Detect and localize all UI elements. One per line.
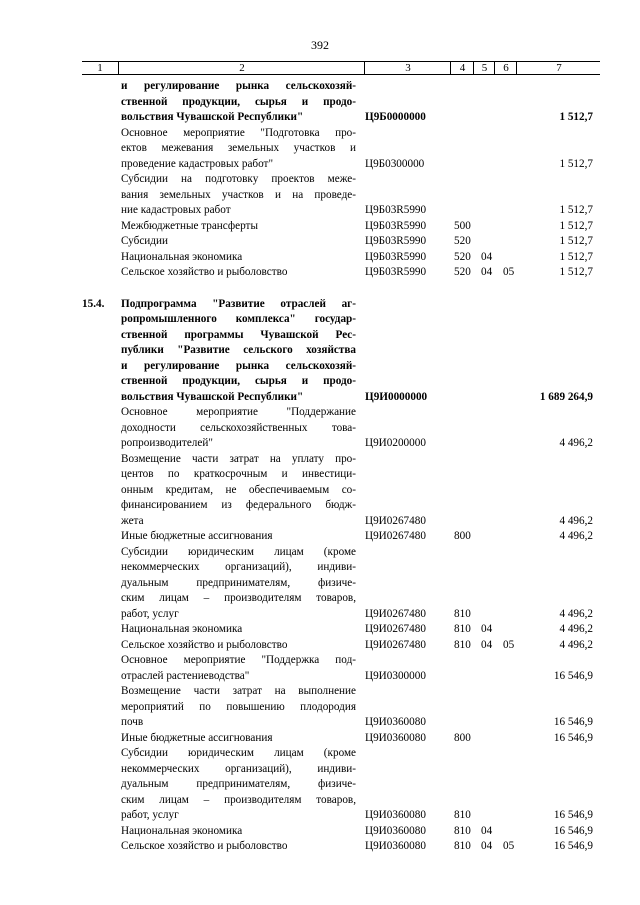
row-code: Ц9Б0000000 — [365, 111, 426, 123]
row-name — [121, 545, 356, 623]
table-row — [0, 297, 640, 406]
row-amount: 4 496,2 — [559, 607, 593, 620]
row-code: Ц9И0200000 — [365, 437, 426, 449]
row-name-line: Возмещение части затрат на уплату про- — [121, 452, 356, 465]
row-name — [121, 405, 356, 452]
row-amount: 4 496,2 — [559, 514, 593, 527]
row-amount: 1 512,7 — [559, 266, 593, 278]
row-name-line: вольствия Чувашской Республики" — [121, 390, 304, 403]
row-col4: 800 — [454, 530, 471, 542]
row-name — [121, 684, 356, 731]
row-name-line: ским лицам – производителям товаров, — [121, 592, 356, 604]
row-name-line: Сельское хозяйство и рыболовство — [121, 266, 288, 278]
row-name-line: доходности сельскохозяйственных това- — [121, 421, 356, 434]
row-name — [121, 452, 356, 530]
table-row — [0, 405, 640, 452]
row-amount: 4 496,2 — [559, 530, 593, 542]
row-name-line: Межбюджетные трансферты — [121, 219, 258, 232]
row-amount: 16 546,9 — [553, 731, 593, 744]
row-amount: 16 546,9 — [553, 809, 593, 821]
row-col4: 810 — [454, 840, 471, 852]
row-amount: 1 512,7 — [559, 157, 593, 170]
table-row — [0, 684, 640, 731]
row-name — [121, 622, 356, 638]
row-name — [121, 126, 356, 173]
row-name — [121, 638, 356, 654]
row-name-line: ственной продукции, сырья и продо- — [121, 95, 356, 108]
row-col4: 810 — [454, 809, 471, 821]
row-amount: 16 546,9 — [553, 716, 593, 728]
row-code: Ц9Б03R5990 — [365, 219, 427, 232]
row-col6: 05 — [503, 840, 515, 852]
row-name — [121, 172, 356, 219]
row-name — [121, 653, 356, 684]
row-code: Ц9И0360080 — [365, 716, 426, 728]
row-name-line: публики "Развитие сельского хозяйства — [121, 344, 356, 356]
row-name-line: Возмещение части затрат на выполнение — [121, 685, 356, 697]
row-code: Ц9Б03R5990 — [365, 204, 427, 216]
row-name-line: Субсидии юридическим лицам (кроме — [121, 747, 356, 759]
row-index: 15.4. — [82, 297, 105, 310]
row-name — [121, 79, 356, 126]
row-name-line: ектов межевания земельных участков и — [121, 142, 356, 154]
table-row — [0, 529, 640, 545]
table-row — [0, 234, 640, 250]
row-col5: 04 — [481, 840, 493, 852]
header-col-3: 3 — [364, 62, 451, 75]
row-amount: 1 512,7 — [559, 235, 593, 247]
row-code: Ц9Б0300000 — [365, 157, 425, 170]
table-row — [0, 839, 640, 855]
row-col5: 04 — [481, 824, 493, 837]
row-name-line: Основное мероприятие "Поддержка под- — [121, 654, 356, 666]
row-col4: 520 — [454, 235, 471, 247]
row-code: Ц9Б03R5990 — [365, 266, 427, 278]
table-header — [82, 61, 600, 75]
row-name-line: дуальным предпринимателям, физиче- — [121, 576, 356, 589]
row-code: Ц9И0267480 — [365, 638, 426, 651]
row-name — [121, 529, 356, 545]
row-code: Ц9И0267480 — [365, 530, 426, 542]
row-name-line: Национальная экономика — [121, 623, 243, 635]
header-col-1: 1 — [97, 62, 103, 74]
row-name-line: Сельское хозяйство и рыболовство — [121, 638, 288, 651]
row-col5: 04 — [481, 250, 493, 263]
row-name-line: Иные бюджетные ассигнования — [121, 731, 273, 744]
row-name-line: финансированием из федерального бюдж- — [121, 499, 356, 511]
row-code: Ц9Б03R5990 — [365, 250, 427, 263]
table-row — [0, 653, 640, 684]
row-name-line: проведение кадастровых работ" — [121, 157, 274, 170]
row-code: Ц9И0360080 — [365, 824, 426, 837]
row-name-line: Основное мероприятие "Поддержание — [121, 406, 356, 418]
row-name-line: ским лицам – производителям товаров, — [121, 793, 356, 806]
row-col4: 810 — [454, 623, 471, 635]
row-name-line: Сельское хозяйство и рыболовство — [121, 840, 288, 852]
row-code: Ц9Б03R5990 — [365, 235, 427, 247]
table-row — [0, 824, 640, 840]
row-code: Ц9И0300000 — [365, 669, 426, 682]
row-name-line: Национальная экономика — [121, 250, 243, 263]
row-name — [121, 219, 356, 235]
table-row — [0, 746, 640, 824]
row-col6: 05 — [503, 266, 515, 278]
row-name-line: и регулирование рынка сельскохозяй- — [121, 80, 356, 92]
row-name-line: Иные бюджетные ассигнования — [121, 530, 273, 542]
row-amount: 1 512,7 — [559, 111, 593, 123]
row-code: Ц9И0267480 — [365, 607, 426, 620]
row-amount: 4 496,2 — [559, 638, 593, 651]
row-name-line: жета — [121, 514, 144, 527]
table-row — [0, 638, 640, 654]
row-name-line: ственной программы Чувашской Рес- — [121, 328, 356, 341]
row-amount: 1 512,7 — [559, 250, 593, 263]
row-name-line: онным кредитам, не обеспечиваемым со- — [121, 483, 356, 496]
row-amount: 1 512,7 — [559, 219, 593, 232]
row-name — [121, 250, 356, 266]
row-name-line: Национальная экономика — [121, 824, 243, 837]
row-name-line: вания земельных участков и на проведе- — [121, 188, 356, 201]
row-name-line: дуальным предпринимателям, физиче- — [121, 778, 356, 790]
row-col4: 810 — [454, 638, 471, 651]
header-col-4: 4 — [450, 62, 474, 75]
row-name-line: ропроизводителей" — [121, 437, 213, 449]
row-name-line: ственной продукции, сырья и продо- — [121, 375, 356, 387]
row-name — [121, 297, 356, 406]
page-number: 392 — [311, 38, 329, 52]
row-amount: 1 512,7 — [559, 204, 593, 216]
row-name-line: отраслей растениеводства" — [121, 669, 250, 682]
row-amount: 16 546,9 — [553, 669, 593, 682]
row-code: Ц9И0267480 — [365, 623, 426, 635]
table-row — [0, 452, 640, 530]
table-row — [0, 265, 640, 281]
row-name-line: мероприятий по повышению плодородия — [121, 700, 356, 713]
row-col6: 05 — [503, 638, 515, 651]
row-name — [121, 824, 356, 840]
row-amount: 16 546,9 — [553, 840, 593, 852]
row-amount: 1 689 264,9 — [539, 390, 593, 403]
row-col5: 04 — [481, 266, 493, 278]
row-name-line: работ, услуг — [121, 607, 179, 620]
row-col4: 810 — [454, 824, 471, 837]
row-code: Ц9И0360080 — [365, 731, 426, 744]
row-amount: 4 496,2 — [559, 623, 593, 635]
table-row — [0, 545, 640, 623]
table-row — [0, 126, 640, 173]
row-code: Ц9И0360080 — [365, 809, 426, 821]
row-code: Ц9И0360080 — [365, 840, 426, 852]
table-row — [0, 250, 640, 266]
table-row — [0, 731, 640, 747]
header-col-6: 6 — [494, 62, 517, 75]
table-body — [0, 79, 640, 855]
row-col4: 810 — [454, 607, 471, 620]
row-name-line: Основное мероприятие "Подготовка про- — [121, 126, 356, 139]
row-col5: 04 — [481, 638, 493, 651]
row-name-line: Субсидии юридическим лицам (кроме — [121, 545, 356, 558]
table-row — [0, 622, 640, 638]
table-row — [0, 172, 640, 219]
row-col4: 800 — [454, 731, 471, 744]
row-col4: 520 — [454, 266, 471, 278]
row-col4: 500 — [454, 219, 471, 232]
header-col-7: 7 — [516, 62, 601, 75]
row-name-line: работ, услуг — [121, 809, 179, 821]
row-name-line: вольствия Чувашской Республики" — [121, 111, 304, 123]
row-name-line: некоммерческих организаций), индиви- — [121, 762, 356, 775]
row-name-line: Подпрограмма "Развитие отраслей аг- — [121, 297, 356, 310]
row-name-line: ропромышленного комплекса" государ- — [121, 313, 356, 325]
row-name-line: Субсидии на подготовку проектов меже- — [121, 173, 356, 185]
row-amount: 4 496,2 — [559, 437, 593, 449]
row-name — [121, 265, 356, 281]
row-name — [121, 234, 356, 250]
row-name-line: центов по краткосрочным и инвестици- — [121, 468, 356, 480]
row-amount: 16 546,9 — [553, 824, 593, 837]
row-col4: 520 — [454, 250, 471, 263]
row-name — [121, 731, 356, 747]
header-col-5: 5 — [473, 62, 495, 75]
row-col5: 04 — [481, 623, 493, 635]
row-code: Ц9И0267480 — [365, 514, 426, 527]
header-col-2: 2 — [118, 62, 365, 75]
row-name-line: ние кадастровых работ — [121, 204, 231, 216]
row-name — [121, 839, 356, 855]
table-row — [0, 219, 640, 235]
row-name-line: Субсидии — [121, 235, 168, 247]
row-name — [121, 746, 356, 824]
row-name-line: почв — [121, 716, 144, 728]
table-row — [0, 79, 640, 126]
row-code: Ц9И0000000 — [365, 390, 428, 403]
row-name-line: некоммерческих организаций), индиви- — [121, 561, 356, 573]
row-name-line: и регулирование рынка сельскохозяй- — [121, 359, 356, 372]
